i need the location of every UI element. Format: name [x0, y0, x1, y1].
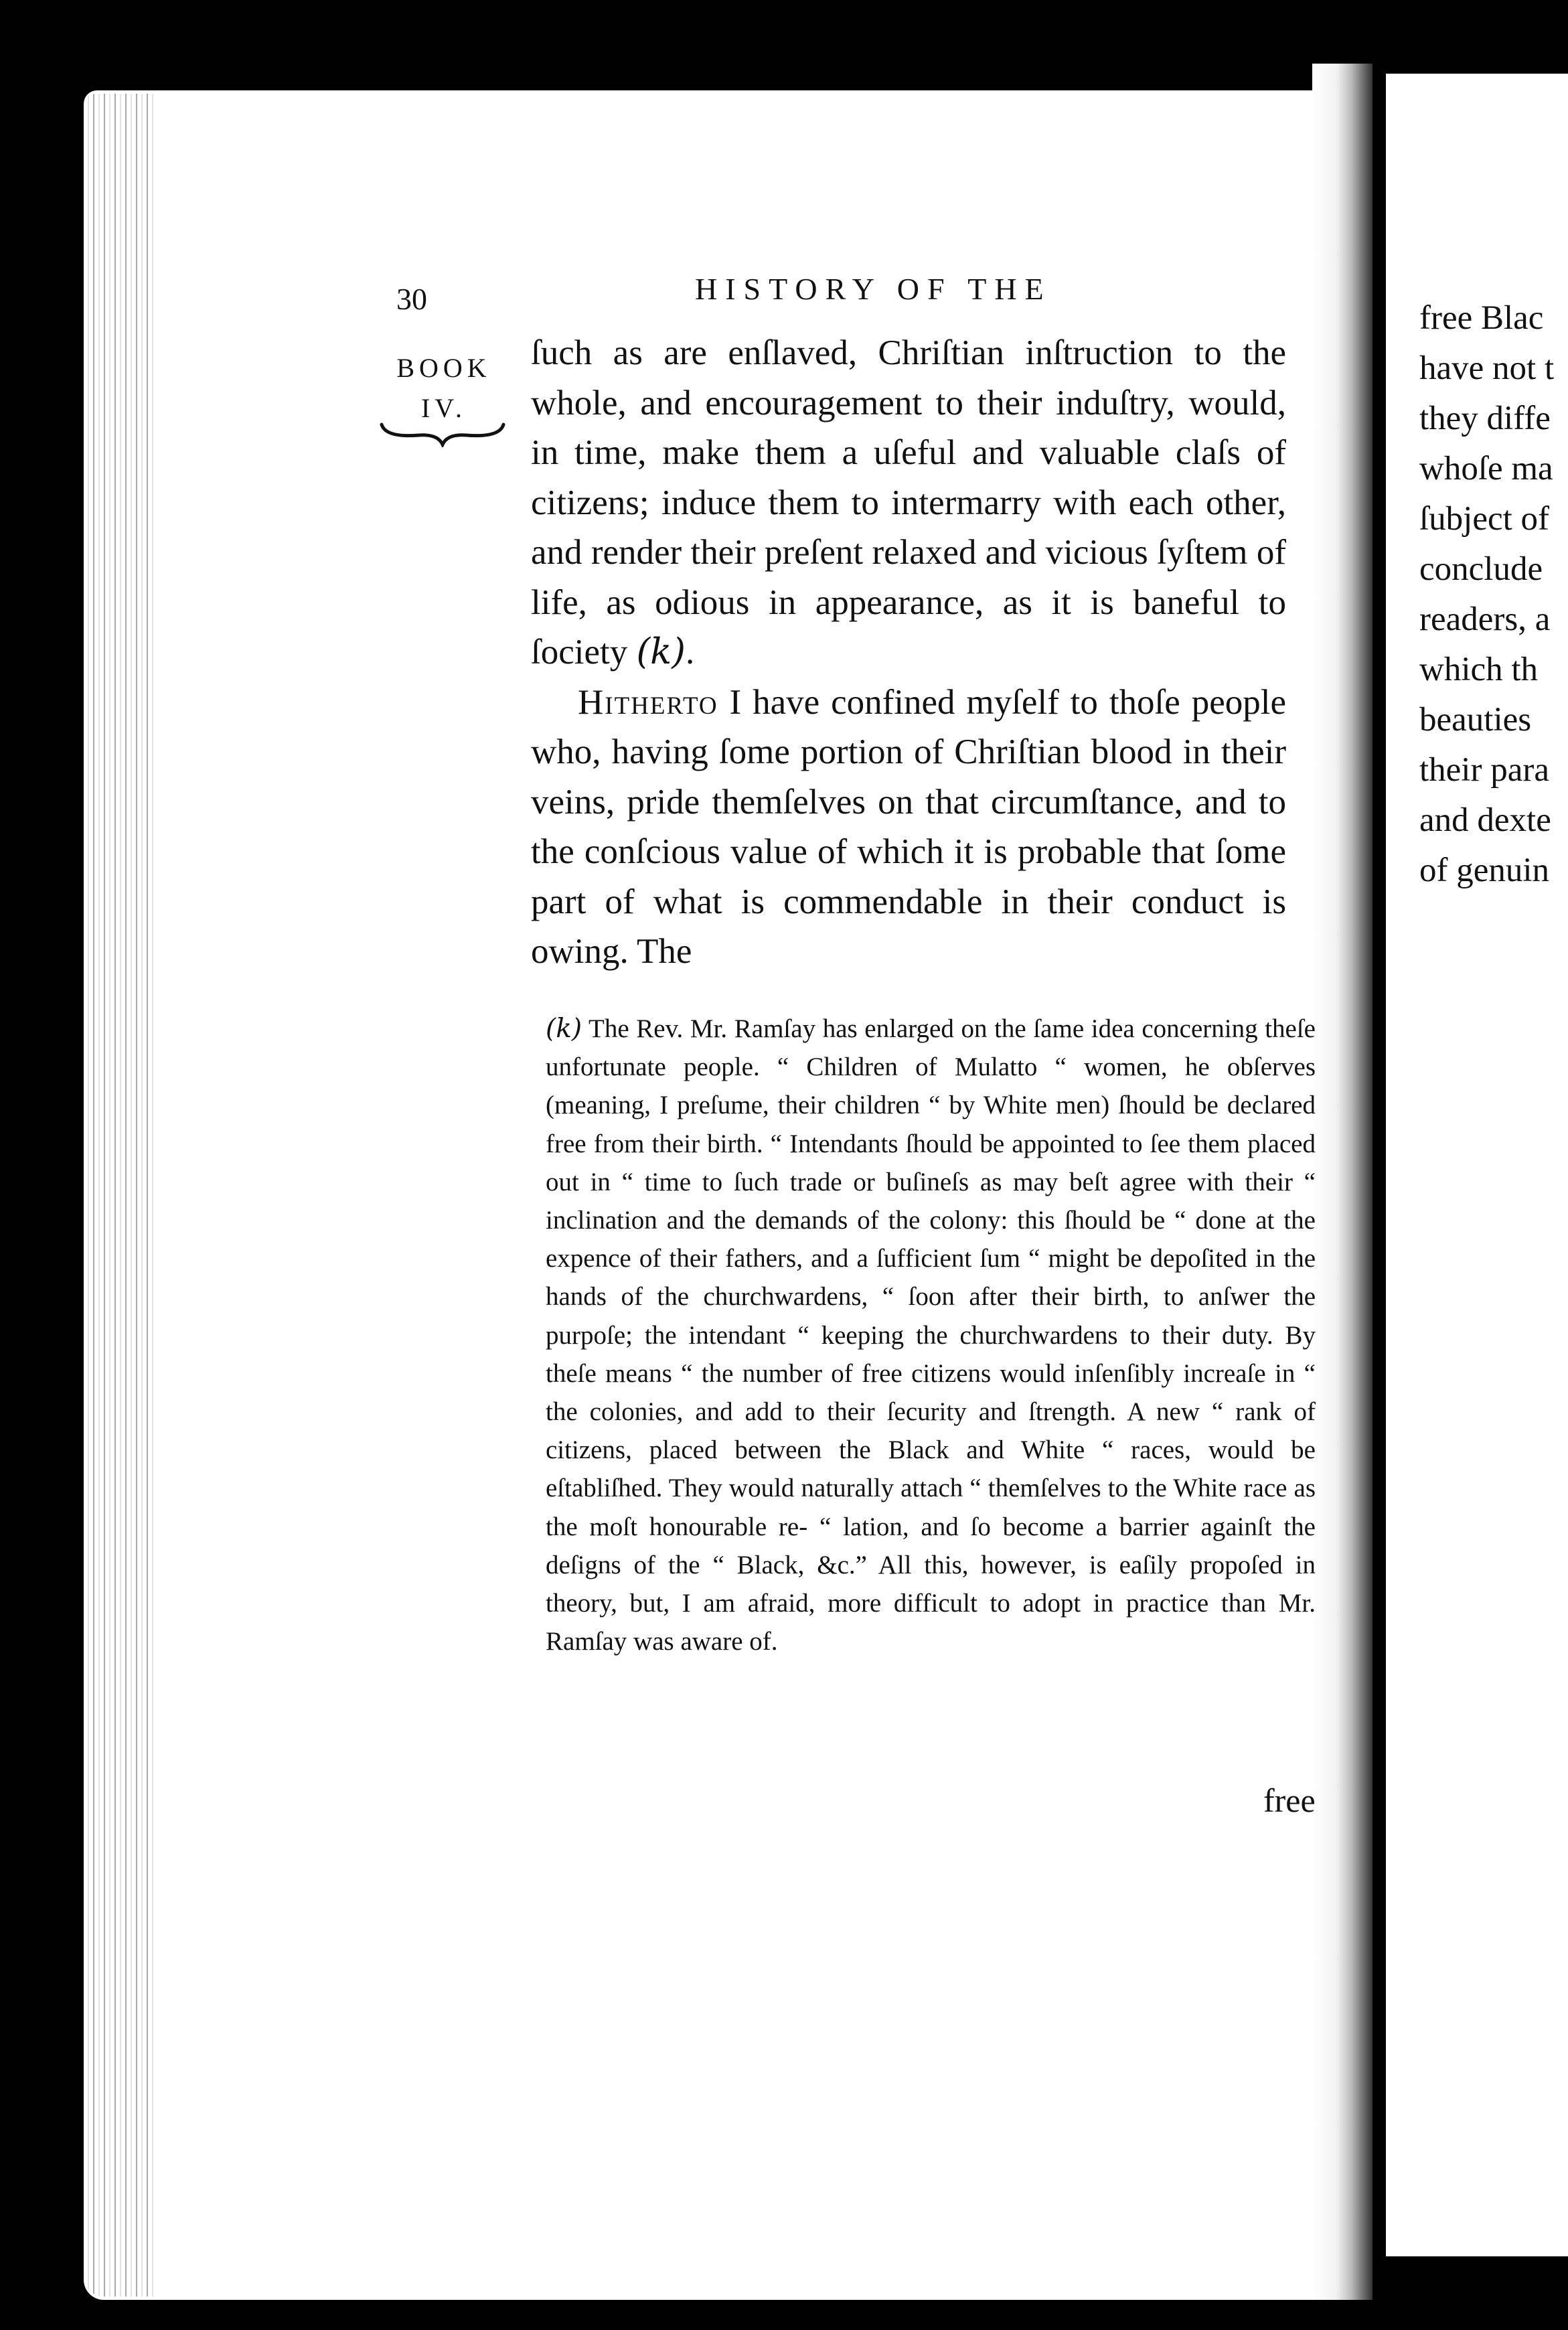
sidenote-number: IV. — [420, 393, 467, 423]
brace-ornament — [379, 420, 506, 447]
right-page-line: beauties — [1419, 701, 1532, 739]
right-page-line: and dexte — [1419, 801, 1551, 839]
running-head: HISTORY OF THE — [695, 272, 1052, 306]
right-page-line: have not t — [1419, 350, 1555, 387]
footnote — [546, 1010, 1316, 1660]
footnote-reference: (k) — [636, 631, 686, 672]
right-page-line: they diffe — [1419, 400, 1551, 437]
right-page-line: free Blac — [1419, 299, 1544, 337]
right-page-line: conclude — [1419, 550, 1543, 588]
right-page-line: ſubject of — [1419, 500, 1550, 538]
sidenote-book: BOOK — [396, 353, 491, 383]
right-page-line: their para — [1419, 751, 1549, 789]
right-page-line: which th — [1419, 651, 1539, 688]
book-gutter — [1312, 64, 1373, 2300]
catchword: free — [1263, 1782, 1316, 1819]
footnote-text: The Rev. Mr. Ramſay has enlarged on the ſame idea concerning theſe unfortunate people. “ Children of Mulatto “ women, he obſerves (meaning, I preſume, their children “ by White men) ſhould be declared free from their birth. “ Intendants ſhould be appointed to ſee them placed out in “ time to ſuch trade or buſineſs as may beſt agree with their “ inclination and the demands of the colony: this ſhould be “ done at the expence of their fathers, and a ſufficient ſum “ might be depoſited in the hands of the churchwardens, “ ſoon after their birth, to anſwer the purpoſe; the intendant “ keeping the churchwardens to their duty. By theſe means “ the number of free citizens would inſenſibly increaſe in “ the colonies, and add to their ſecurity and ſtrength. A new “ rank of citizens, placed between the Black and White “ races, would be eſtabliſhed. They would naturally attach “ themſelves to the White race as the moſt honourable re- “ lation, and ſo become a barrier againſt the deſigns of the “ Black, &c.” All this, however, is eaſily propoſed in theory, but, I am afraid, more difficult to adopt in practice than Mr. Ramſay was aware of. — [546, 1014, 1316, 1656]
page-number: 30 — [396, 282, 427, 316]
right-page-line: whoſe ma — [1419, 450, 1553, 487]
book-sidenote — [380, 348, 507, 429]
paragraph-lead: Hitherto — [578, 682, 718, 722]
right-page — [1386, 74, 1568, 2256]
main-text — [531, 328, 1286, 977]
paragraph: Hitherto I have confined myſelf to thoſe people who, having ſome portion of Chriſtian blood in their veins, pride themſelves on that circumſtance, and to the conſcious value of which it is probable that ſome part of what is commendable in their conduct is owing. The — [531, 682, 1286, 971]
paragraph: ſuch as are enſlaved, Chriſtian inſtruction to the whole, and encouragement to their induſtry, would, in time, make them a uſeful and valuable claſs of citizens; induce them to intermarry with each other, and render their preſent relaxed and vicious ſyſtem of life, as odious in appearance, as it is baneful to ſociety (k). — [531, 333, 1286, 672]
page-edge — [84, 94, 157, 2297]
footnote-marker: (k) — [546, 1014, 582, 1044]
right-page-line: of genuin — [1419, 852, 1550, 889]
right-page-line: readers, a — [1419, 601, 1551, 638]
